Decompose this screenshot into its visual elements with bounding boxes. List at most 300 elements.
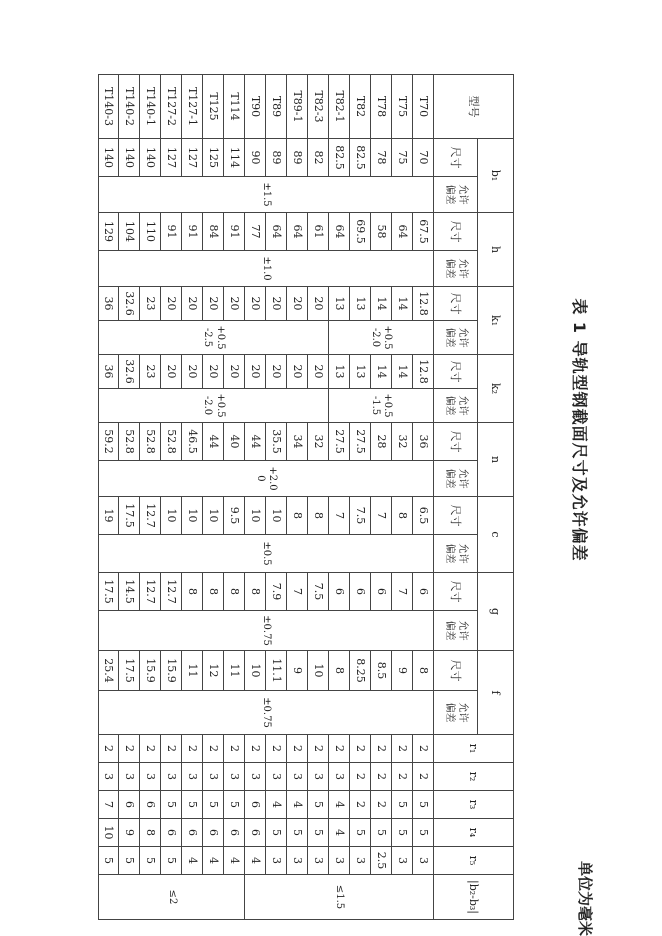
header-r1 <box>434 734 514 762</box>
cell-c <box>182 496 203 534</box>
cell-b1 <box>203 138 224 176</box>
cell-h-text: 91 <box>185 224 199 239</box>
tol-n <box>98 460 434 496</box>
row-model-text: T89-1 <box>290 90 304 123</box>
cell-r2-text: 3 <box>143 773 157 780</box>
cell-h-text: 91 <box>227 224 241 239</box>
row-model-text: T127-2 <box>164 86 178 127</box>
cell-k1 <box>245 286 266 320</box>
cell-r5 <box>140 846 161 874</box>
cell-f <box>161 650 182 690</box>
row-model <box>413 74 434 138</box>
header-h <box>478 212 514 286</box>
cell-c-text: 8 <box>311 512 325 519</box>
cell-g-text: 8 <box>248 588 262 595</box>
cell-g-text: 14.5 <box>122 579 136 604</box>
cell-g <box>287 572 308 610</box>
header-b1-text: b₁ <box>489 169 503 182</box>
cell-g-text: 6 <box>332 588 346 595</box>
cell-b1 <box>98 138 119 176</box>
cell-r1 <box>350 734 371 762</box>
cell-b1-text: 127 <box>164 147 178 168</box>
cell-r5 <box>350 846 371 874</box>
cell-c <box>350 496 371 534</box>
cell-r5 <box>203 846 224 874</box>
cell-r2-text: 3 <box>122 773 136 780</box>
cell-r2 <box>182 762 203 790</box>
cell-r3-text: 4 <box>269 801 283 808</box>
cell-r2-text: 3 <box>227 773 241 780</box>
header-k2-size <box>434 354 478 388</box>
cell-f <box>266 650 287 690</box>
cell-r5-text: 3 <box>269 857 283 864</box>
cell-r4 <box>161 818 182 846</box>
cell-k2-text: 20 <box>269 364 283 379</box>
cell-r3-text: 2 <box>353 801 367 808</box>
cell-r3 <box>182 790 203 818</box>
cell-k2-text: 20 <box>164 364 178 379</box>
table-title: 表 1 导轨型钢截面尺寸及允许偏差 <box>570 298 589 562</box>
cell-k2 <box>392 354 413 388</box>
cell-k2-text: 32.6 <box>122 359 136 384</box>
cell-r1 <box>182 734 203 762</box>
cell-r1 <box>203 734 224 762</box>
cell-n <box>245 422 266 460</box>
row-model-text: T114 <box>227 92 241 121</box>
cell-r1 <box>119 734 140 762</box>
unit-note: 单位为毫米 <box>576 860 594 936</box>
cell-r4-text: 8 <box>143 829 157 836</box>
row-model-text: T125 <box>206 92 220 121</box>
cell-r1 <box>140 734 161 762</box>
row-model-text: T82-3 <box>311 90 325 123</box>
cell-c <box>266 496 287 534</box>
cell-r4 <box>245 818 266 846</box>
cell-k2 <box>245 354 266 388</box>
cell-g <box>203 572 224 610</box>
cell-r1 <box>266 734 287 762</box>
cell-r1-text: 2 <box>185 745 199 752</box>
cell-r4 <box>140 818 161 846</box>
cell-f <box>98 650 119 690</box>
cell-g-text: 12.7 <box>164 579 178 604</box>
row-model-text: T75 <box>395 95 409 118</box>
cell-b1-text: 140 <box>122 147 136 168</box>
cell-h <box>287 212 308 250</box>
cell-f-text: 11 <box>227 663 241 678</box>
cell-r1-text: 2 <box>269 745 283 752</box>
header-b1-size-text: 尺寸 <box>449 146 463 169</box>
tol-k1-a <box>329 320 434 354</box>
cell-g-text: 7.5 <box>311 582 325 601</box>
cell-b1 <box>245 138 266 176</box>
cell-r3 <box>266 790 287 818</box>
cell-r1 <box>245 734 266 762</box>
header-n <box>478 422 514 496</box>
cell-k1-text: 20 <box>311 296 325 311</box>
cell-h <box>245 212 266 250</box>
cell-g-text: 7 <box>290 588 304 595</box>
cell-r2-text: 3 <box>185 773 199 780</box>
cell-r5 <box>119 846 140 874</box>
cell-r3 <box>119 790 140 818</box>
cell-r1 <box>287 734 308 762</box>
cell-f-text: 8 <box>416 667 430 674</box>
tol-n-text: +2.0 0 <box>255 466 279 491</box>
header-r2 <box>434 762 514 790</box>
cell-h <box>350 212 371 250</box>
cell-f <box>140 650 161 690</box>
tol-k2-b <box>98 388 329 422</box>
tol-f-text: ±0.75 <box>261 697 273 728</box>
tol-b2b3-b-text: ≤2 <box>166 889 178 905</box>
cell-r3 <box>140 790 161 818</box>
cell-n-text: 34 <box>290 434 304 449</box>
cell-g-text: 8 <box>206 588 220 595</box>
row-model-text: T78 <box>374 95 388 118</box>
header-k2-tol <box>434 388 478 422</box>
cell-b1 <box>140 138 161 176</box>
cell-r4 <box>224 818 245 846</box>
cell-r1-text: 2 <box>122 745 136 752</box>
cell-r5 <box>161 846 182 874</box>
cell-f <box>287 650 308 690</box>
cell-r2-text: 3 <box>248 773 262 780</box>
header-k2-tol-text: 允许 偏差 <box>444 395 468 416</box>
cell-r4-text: 5 <box>395 829 409 836</box>
cell-n <box>161 422 182 460</box>
cell-r2-text: 2 <box>374 773 388 780</box>
row-model <box>350 74 371 138</box>
cell-r3-text: 5 <box>395 801 409 808</box>
cell-n-text: 32 <box>395 434 409 449</box>
cell-g-text: 6 <box>353 588 367 595</box>
cell-r5 <box>224 846 245 874</box>
cell-k2-text: 23 <box>143 364 157 379</box>
cell-r4 <box>329 818 350 846</box>
cell-k2-text: 20 <box>185 364 199 379</box>
cell-n <box>392 422 413 460</box>
header-k2 <box>478 354 514 422</box>
cell-h-text: 110 <box>143 221 157 242</box>
cell-n <box>182 422 203 460</box>
cell-r1-text: 2 <box>353 745 367 752</box>
header-n-text: n <box>489 455 503 464</box>
cell-n-text: 32 <box>311 434 325 449</box>
cell-r1-text: 2 <box>102 745 116 752</box>
cell-h <box>98 212 119 250</box>
cell-r2-text: 3 <box>311 773 325 780</box>
cell-n <box>98 422 119 460</box>
header-n-tol <box>434 460 478 496</box>
header-f-size <box>434 650 478 690</box>
cell-n-text: 27.5 <box>332 429 346 454</box>
header-c-tol-text: 允许 偏差 <box>444 543 468 564</box>
cell-k2 <box>287 354 308 388</box>
cell-k2 <box>371 354 392 388</box>
cell-r5 <box>329 846 350 874</box>
cell-c <box>308 496 329 534</box>
row-model <box>371 74 392 138</box>
cell-r5 <box>182 846 203 874</box>
cell-c-text: 8 <box>290 512 304 519</box>
cell-k2 <box>161 354 182 388</box>
tol-k1-a-text: +0.5 -2.0 <box>370 325 394 350</box>
cell-r1 <box>98 734 119 762</box>
cell-r1-text: 2 <box>227 745 241 752</box>
cell-k1 <box>98 286 119 320</box>
cell-k2-text: 13 <box>353 364 367 379</box>
cell-r4 <box>371 818 392 846</box>
cell-r2 <box>329 762 350 790</box>
cell-k1-text: 36 <box>102 296 116 311</box>
cell-k1-text: 23 <box>143 296 157 311</box>
cell-b1 <box>350 138 371 176</box>
cell-c <box>203 496 224 534</box>
cell-r3 <box>371 790 392 818</box>
header-g-size-text: 尺寸 <box>449 580 463 603</box>
cell-k2 <box>329 354 350 388</box>
row-model <box>266 74 287 138</box>
cell-c-text: 7.5 <box>353 506 367 525</box>
row-model <box>161 74 182 138</box>
cell-r1-text: 2 <box>206 745 220 752</box>
header-b2b3-text: |b₂-b₃| <box>467 879 481 915</box>
cell-n-text: 52.8 <box>122 429 136 454</box>
cell-f-text: 8.25 <box>353 658 367 683</box>
cell-g-text: 12.7 <box>143 579 157 604</box>
cell-r4 <box>203 818 224 846</box>
cell-h <box>371 212 392 250</box>
header-r5-text: r₅ <box>467 855 481 866</box>
cell-n-text: 27.5 <box>353 429 367 454</box>
cell-g <box>182 572 203 610</box>
tol-g <box>98 610 434 650</box>
cell-k1 <box>350 286 371 320</box>
cell-r3 <box>161 790 182 818</box>
header-f-text: f <box>489 690 503 695</box>
cell-r4-text: 4 <box>332 829 346 836</box>
cell-k1 <box>329 286 350 320</box>
header-n-tol-text: 允许 偏差 <box>444 468 468 489</box>
cell-c <box>413 496 434 534</box>
cell-g <box>161 572 182 610</box>
cell-r5-text: 5 <box>122 857 136 864</box>
cell-k1-text: 13 <box>332 296 346 311</box>
cell-r5 <box>98 846 119 874</box>
header-g-size <box>434 572 478 610</box>
cell-r4-text: 6 <box>185 829 199 836</box>
cell-r2-text: 2 <box>395 773 409 780</box>
cell-r5-text: 3 <box>395 857 409 864</box>
cell-r2-text: 3 <box>332 773 346 780</box>
cell-b1-text: 82 <box>311 150 325 165</box>
cell-k1-text: 20 <box>269 296 283 311</box>
cell-h-text: 84 <box>206 224 220 239</box>
cell-b1 <box>224 138 245 176</box>
cell-r3 <box>203 790 224 818</box>
cell-g <box>140 572 161 610</box>
header-c-size <box>434 496 478 534</box>
cell-g-text: 8 <box>227 588 241 595</box>
header-model-text: 型号 <box>467 95 481 118</box>
cell-f-text: 10 <box>248 663 262 678</box>
row-model <box>245 74 266 138</box>
cell-r4 <box>182 818 203 846</box>
cell-r2 <box>119 762 140 790</box>
cell-r4 <box>308 818 329 846</box>
cell-r5 <box>266 846 287 874</box>
cell-f-text: 10 <box>311 663 325 678</box>
header-c <box>478 496 514 572</box>
header-g <box>478 572 514 650</box>
cell-g-text: 17.5 <box>102 579 116 604</box>
cell-r5-text: 3 <box>416 857 430 864</box>
cell-n-text: 46.5 <box>185 429 199 454</box>
cell-r4-text: 5 <box>290 829 304 836</box>
header-n-size-text: 尺寸 <box>449 430 463 453</box>
cell-h-text: 91 <box>164 224 178 239</box>
cell-r4-text: 6 <box>227 829 241 836</box>
cell-k1-text: 14 <box>395 296 409 311</box>
cell-f-text: 8 <box>332 667 346 674</box>
cell-f-text: 11 <box>185 663 199 678</box>
cell-b1-text: 78 <box>374 150 388 165</box>
cell-r3-text: 5 <box>416 801 430 808</box>
cell-r5-text: 5 <box>164 857 178 864</box>
cell-h <box>182 212 203 250</box>
cell-g <box>329 572 350 610</box>
row-model <box>203 74 224 138</box>
cell-k1 <box>224 286 245 320</box>
cell-n-text: 36 <box>416 434 430 449</box>
cell-r3 <box>392 790 413 818</box>
cell-f-text: 12 <box>206 663 220 678</box>
cell-r2-text: 3 <box>269 773 283 780</box>
cell-k1 <box>413 286 434 320</box>
cell-r5-text: 4 <box>227 857 241 864</box>
cell-r1-text: 2 <box>164 745 178 752</box>
cell-r2 <box>350 762 371 790</box>
header-model <box>434 74 514 138</box>
cell-c-text: 8 <box>395 512 409 519</box>
cell-r5 <box>245 846 266 874</box>
cell-r1-text: 2 <box>332 745 346 752</box>
tol-b2b3-a-text: ≤1.5 <box>334 884 346 910</box>
tol-h-text: ±1.0 <box>261 256 273 281</box>
header-k1-tol-text: 允许 偏差 <box>444 327 468 348</box>
cell-n <box>413 422 434 460</box>
cell-f <box>350 650 371 690</box>
cell-h <box>224 212 245 250</box>
cell-k1 <box>119 286 140 320</box>
header-h-size <box>434 212 478 250</box>
cell-g <box>350 572 371 610</box>
row-model <box>182 74 203 138</box>
cell-k2-text: 14 <box>374 364 388 379</box>
cell-r4-text: 10 <box>102 825 116 840</box>
cell-r3-text: 7 <box>102 801 116 808</box>
cell-r3 <box>287 790 308 818</box>
cell-h-text: 58 <box>374 224 388 239</box>
cell-r2-text: 2 <box>416 773 430 780</box>
row-model-text: T127-1 <box>185 86 199 127</box>
cell-h <box>308 212 329 250</box>
header-r5 <box>434 846 514 874</box>
cell-h-text: 129 <box>102 221 116 242</box>
cell-n <box>371 422 392 460</box>
cell-b1 <box>119 138 140 176</box>
tol-k1-b <box>98 320 329 354</box>
row-model-text: T82-1 <box>332 90 346 123</box>
cell-b1-text: 114 <box>227 147 241 168</box>
cell-g <box>308 572 329 610</box>
cell-r5 <box>371 846 392 874</box>
cell-c <box>98 496 119 534</box>
cell-b1 <box>287 138 308 176</box>
cell-c <box>245 496 266 534</box>
cell-h-text: 64 <box>290 224 304 239</box>
cell-r4-text: 9 <box>122 829 136 836</box>
cell-c-text: 9.5 <box>227 506 241 525</box>
cell-f <box>371 650 392 690</box>
cell-b1 <box>266 138 287 176</box>
header-k2-size-text: 尺寸 <box>449 360 463 383</box>
header-b1 <box>478 138 514 212</box>
cell-r4-text: 5 <box>353 829 367 836</box>
cell-b1 <box>329 138 350 176</box>
cell-r2 <box>203 762 224 790</box>
cell-c-text: 19 <box>102 508 116 523</box>
row-model-text: T70 <box>416 95 430 118</box>
cell-r3 <box>329 790 350 818</box>
cell-r2 <box>245 762 266 790</box>
cell-g <box>392 572 413 610</box>
cell-r4 <box>413 818 434 846</box>
cell-r1-text: 2 <box>290 745 304 752</box>
cell-g <box>413 572 434 610</box>
cell-f <box>245 650 266 690</box>
cell-r2 <box>308 762 329 790</box>
cell-h-text: 104 <box>122 221 136 242</box>
cell-g <box>119 572 140 610</box>
cell-r1 <box>161 734 182 762</box>
cell-r3-text: 6 <box>143 801 157 808</box>
header-g-tol-text: 允许 偏差 <box>444 620 468 641</box>
cell-k2-text: 20 <box>206 364 220 379</box>
cell-k2 <box>413 354 434 388</box>
cell-k1 <box>371 286 392 320</box>
cell-r4-text: 6 <box>248 829 262 836</box>
cell-b1 <box>371 138 392 176</box>
header-r3 <box>434 790 514 818</box>
cell-h <box>119 212 140 250</box>
cell-c-text: 7 <box>332 512 346 519</box>
row-model <box>140 74 161 138</box>
header-g-tol <box>434 610 478 650</box>
cell-r4 <box>266 818 287 846</box>
header-k2-text: k₂ <box>489 382 503 395</box>
cell-k2-text: 13 <box>332 364 346 379</box>
tol-b1 <box>98 176 434 212</box>
cell-r3 <box>413 790 434 818</box>
cell-r2 <box>161 762 182 790</box>
cell-r5-text: 3 <box>332 857 346 864</box>
cell-c <box>140 496 161 534</box>
cell-r3-text: 4 <box>332 801 346 808</box>
cell-r3-text: 5 <box>185 801 199 808</box>
cell-f-text: 17.5 <box>122 658 136 683</box>
